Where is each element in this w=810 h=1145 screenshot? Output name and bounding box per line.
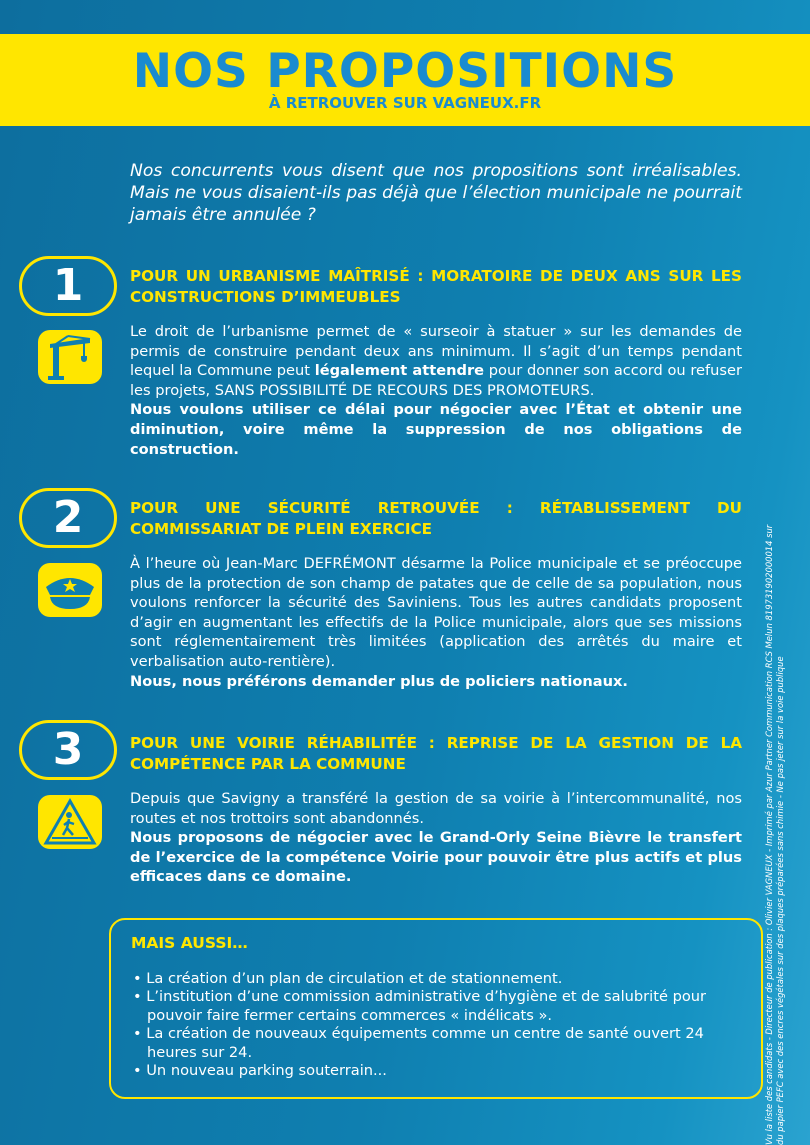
legal-notice: Vu la liste des candidats - Directeur de publication : Olivier VAGNEUX - Imprimé par Azur Partner Communication RCS Melun 819731902000014 sur du papier PEFC avec des encres végétales sur des plaques préparées sans chimie - Ne pas jeter sur la voie publique (764, 524, 785, 1145)
section-securite (130, 498, 742, 691)
list-item: • La création de nouveaux équipements comme un centre de santé ouvert 24 heures sur 24. (131, 1025, 751, 1062)
section-body: Depuis que Savigny a transféré la gestion de sa voirie à l’intercommunalité, nos routes et nos trottoirs sont abandonnés. Nous proposons de négocier avec le Grand-Orly Seine Bièvre le transfert de l’exercice de la compétence Voirie pour pouvoir être plus actifs et plus efficaces dans ce domaine. (130, 790, 742, 886)
list-item: • L’institution d’une commission administrative d’hygiène et de salubrité pour pouvoir faire fermer certains commerces « indélicats ». (131, 988, 751, 1025)
section-voirie (130, 733, 742, 887)
header-banner (0, 34, 810, 126)
also-title: MAIS AUSSI… (131, 934, 248, 952)
section-number-2: 2 (19, 488, 117, 548)
intro-text: Nos concurrents vous disent que nos propositions sont irréalisables. Mais ne vous disaient-ils pas déjà que l’élection municipale ne pourrait jamais être annulée ? (130, 161, 742, 225)
list-item: • Un nouveau parking souterrain... (131, 1062, 751, 1080)
section-urbanisme (130, 266, 742, 459)
section-number-3: 3 (19, 720, 117, 780)
section-number-1: 1 (19, 256, 117, 316)
crane-icon (38, 330, 102, 384)
list-item: • La création d’un plan de circulation et de stationnement. (131, 970, 751, 988)
section-body: À l’heure où Jean-Marc DEFRÉMONT désarme la Police municipale et se préoccupe plus de la protection de son champ de patates que de celle de sa population, nous voulons renforcer la sécurité des Saviniens. Tous les autres candidats proposent d’agir en augmentant les effectifs de la Police municipale, alors que ses missions sont réglementairement très limitées (application des arrêtés du maire et verbalisation auto-rentière). Nous, nous préférons demander plus de policiers nationaux. (130, 555, 742, 690)
also-list (131, 970, 751, 1080)
section-title: POUR UNE VOIRIE RÉHABILITÉE : REPRISE DE LA GESTION DE LA COMPÉTENCE PAR LA COMMUNE (130, 734, 742, 773)
also-box (109, 918, 763, 1099)
page-subtitle: À RETROUVER SUR VAGNEUX.FR (268, 94, 542, 112)
section-title: POUR UN URBANISME MAÎTRISÉ : MORATOIRE DE DEUX ANS SUR LES CONSTRUCTIONS D’IMMEUBLES (130, 267, 742, 306)
section-title: POUR UNE SÉCURITÉ RETROUVÉE : RÉTABLISSEMENT DU COMMISSARIAT DE PLEIN EXERCICE (130, 499, 742, 538)
police-cap-icon (38, 563, 102, 617)
section-body: Le droit de l’urbanisme permet de « surseoir à statuer » sur les demandes de permis de construire pendant deux ans minimum. Il s’agit d’un temps pendant lequel la Commune peut légalement attendre pour donner son accord ou refuser les projets, SANS POSSIBILITÉ DE RECOURS DES PROMOTEURS. Nous voulons utiliser ce délai pour négocier avec l’État et obtenir une diminution, voire même la suppression de nos obligations de construction. (130, 323, 742, 458)
pedestrian-crossing-icon (38, 795, 102, 849)
page-title: NOS PROPOSITIONS (132, 44, 678, 99)
